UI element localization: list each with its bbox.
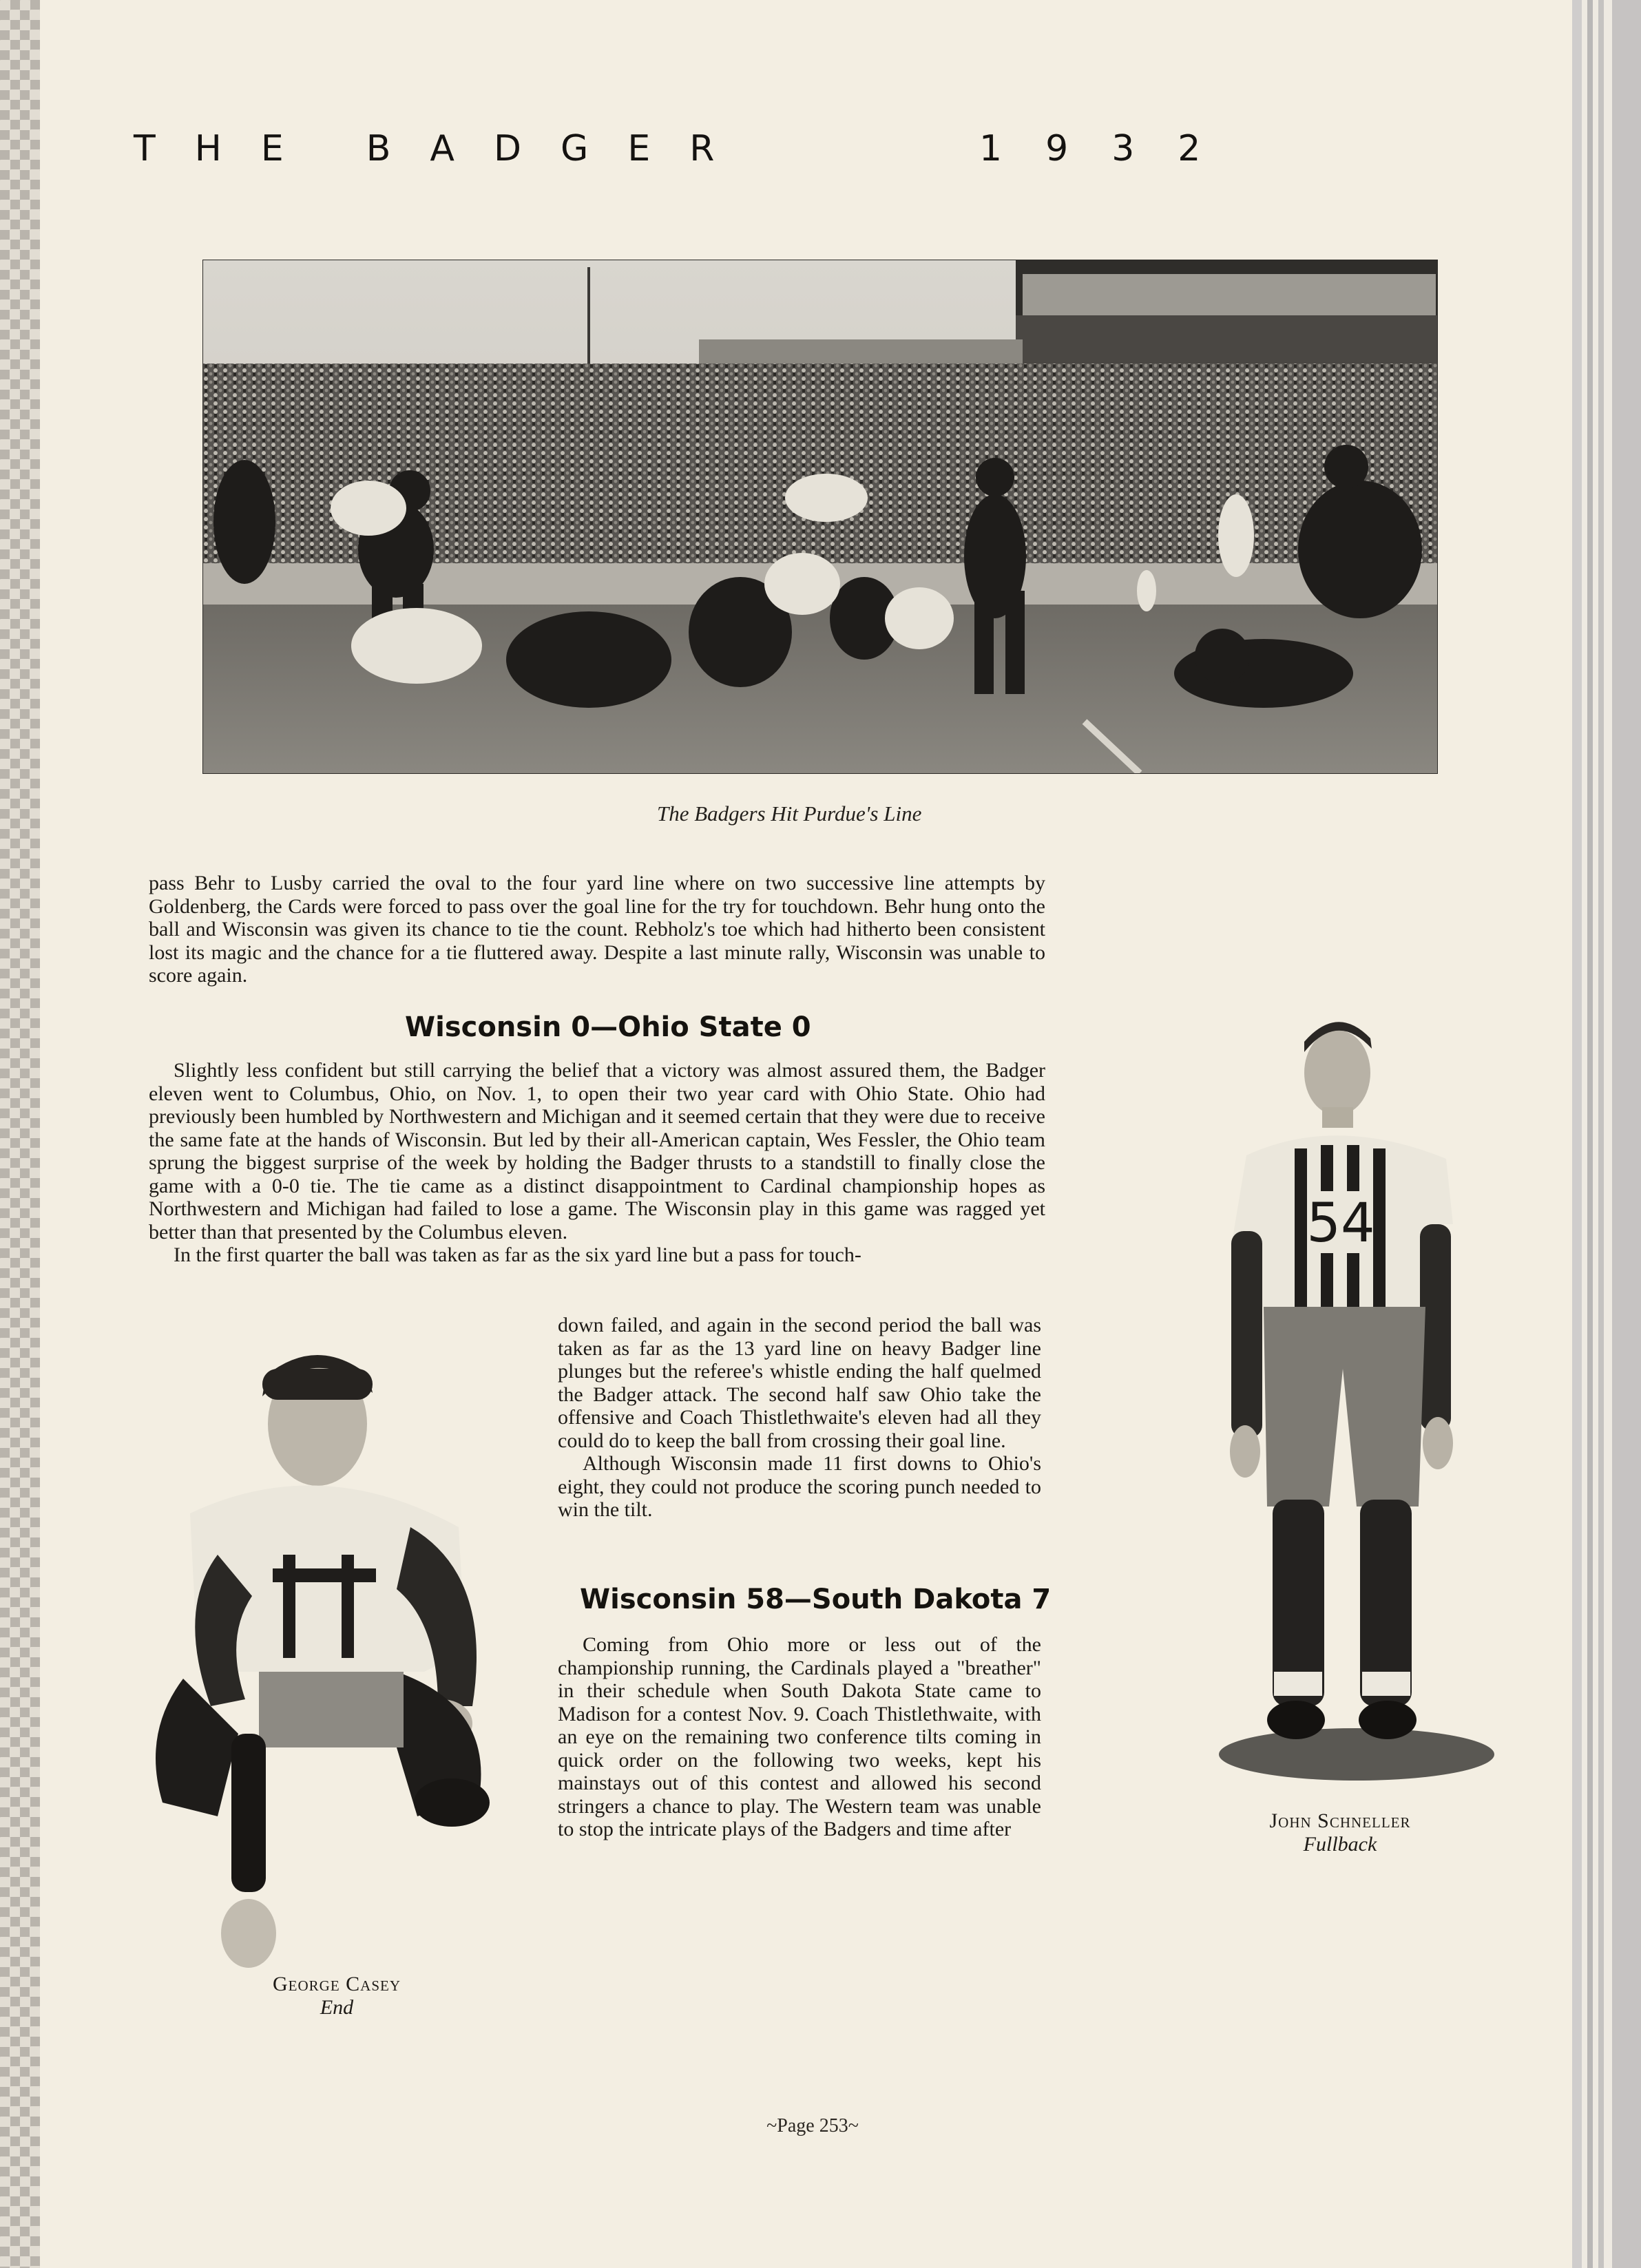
football-game-photo [202,260,1438,774]
title-letter: E [627,128,651,169]
yearbook-title [134,128,753,169]
player-position: End [320,1996,354,2019]
south-dakota-paragraph [558,1633,1041,1841]
paragraph: Although Wisconsin made 11 first downs to Ohio's eight, they could not produce the scoring punch needed to win the tilt. [558,1452,1041,1521]
paragraph: In the first quarter the ball was taken as far as the six yard line but a pass for touch- [174,1243,861,1266]
paragraph: Slightly less confident but still carrying the belief that a victory was almost assured them, the Badger eleven went to Columbus, Ohio, on Nov. 1, to open their two year card with Ohio State. Ohio had previously been humbled by Northwestern and Michigan and it seemed certain that they were due to receive the same fate at the hands of Wisconsin. But led by their all-American captain, Wes Fessler, the Ohio team sprung the biggest surprise of the week by holding the Badger thrusts to a standstill to finally close the game with a 0-0 tie. The tie came as a distinct disappointment to Cardinal championship hopes as Northwestern and Michigan had failed to lose a game. The Wisconsin play in this game was ragged yet better than that presented by the Columbus eleven. [149,1059,1045,1243]
title-letter: A [430,128,454,169]
player-caption-left [202,1973,471,2019]
decorative-right-border [1572,0,1641,2268]
year-digit: 1 [979,128,1003,169]
photo-caption: The Badgers Hit Purdue's Line [657,801,922,826]
player-name: John Schneller [1269,1809,1411,1832]
jersey-number: 54 [1306,1193,1375,1254]
player-position: Fullback [1303,1833,1377,1856]
title-letter: T [134,128,156,169]
narrow-column-text [558,1314,1041,1522]
player-photo-george-casey [135,1348,525,1975]
title-letter: H [194,128,222,169]
paragraph: Coming from Ohio more or less out of the championship running, the Cardinals played a "breather" in their schedule when South Dakota State came to Madison for a contest Nov. 9. Coach Thistlethwaite, with an eye on the remaining two conference tilts coming in quick order on the following two weeks, kept his mainstays out of this contest and allowed his second stringers a chance to play. The Western team was unable to stop the intricate plays of the Badgers and time after [558,1633,1041,1840]
year-digit: 9 [1045,128,1069,169]
ohio-state-paragraphs [149,1059,1045,1267]
section-heading-south-dakota: Wisconsin 58—South Dakota 7 [580,1584,1052,1615]
intro-paragraph [149,872,1045,987]
page-number: ~Page 253~ [766,2115,859,2136]
title-letter: D [494,128,522,169]
decorative-left-border [0,0,40,2268]
player-photo-john-schneller [1219,1011,1501,1782]
title-letter: E [260,128,284,169]
player-caption-right [1202,1809,1478,1856]
paragraph: down failed, and again in the second period the ball was taken as far as the 13 yard line on heavy Badger line plunges but the referee's whistle ending the half quelmed the Badger attack. The second half saw Ohio take the offensive and Coach Thistlethwaite's eleven had all they could do to keep the ball from crossing their goal line. [558,1314,1041,1452]
title-letter: B [366,128,391,169]
paragraph: pass Behr to Lusby carried the oval to the four yard line where on two successive line attempts by Goldenberg, the Cards were forced to pass over the goal line for the try for touchdown. Behr hung onto the ball and Wisconsin was given its chance to tie the count. Rebholz's toe which had hitherto been consistent lost its magic and the chance for a tie fluttered away. Despite a last minute rally, Wisconsin was unable to score again. [149,872,1045,987]
title-letter: G [561,128,589,169]
yearbook-year [979,128,1200,169]
title-letter: R [689,128,715,169]
section-heading-ohio-state: Wisconsin 0—Ohio State 0 [405,1011,811,1043]
year-digit: 3 [1111,128,1135,169]
year-digit: 2 [1178,128,1201,169]
player-name: George Casey [272,1973,401,1995]
